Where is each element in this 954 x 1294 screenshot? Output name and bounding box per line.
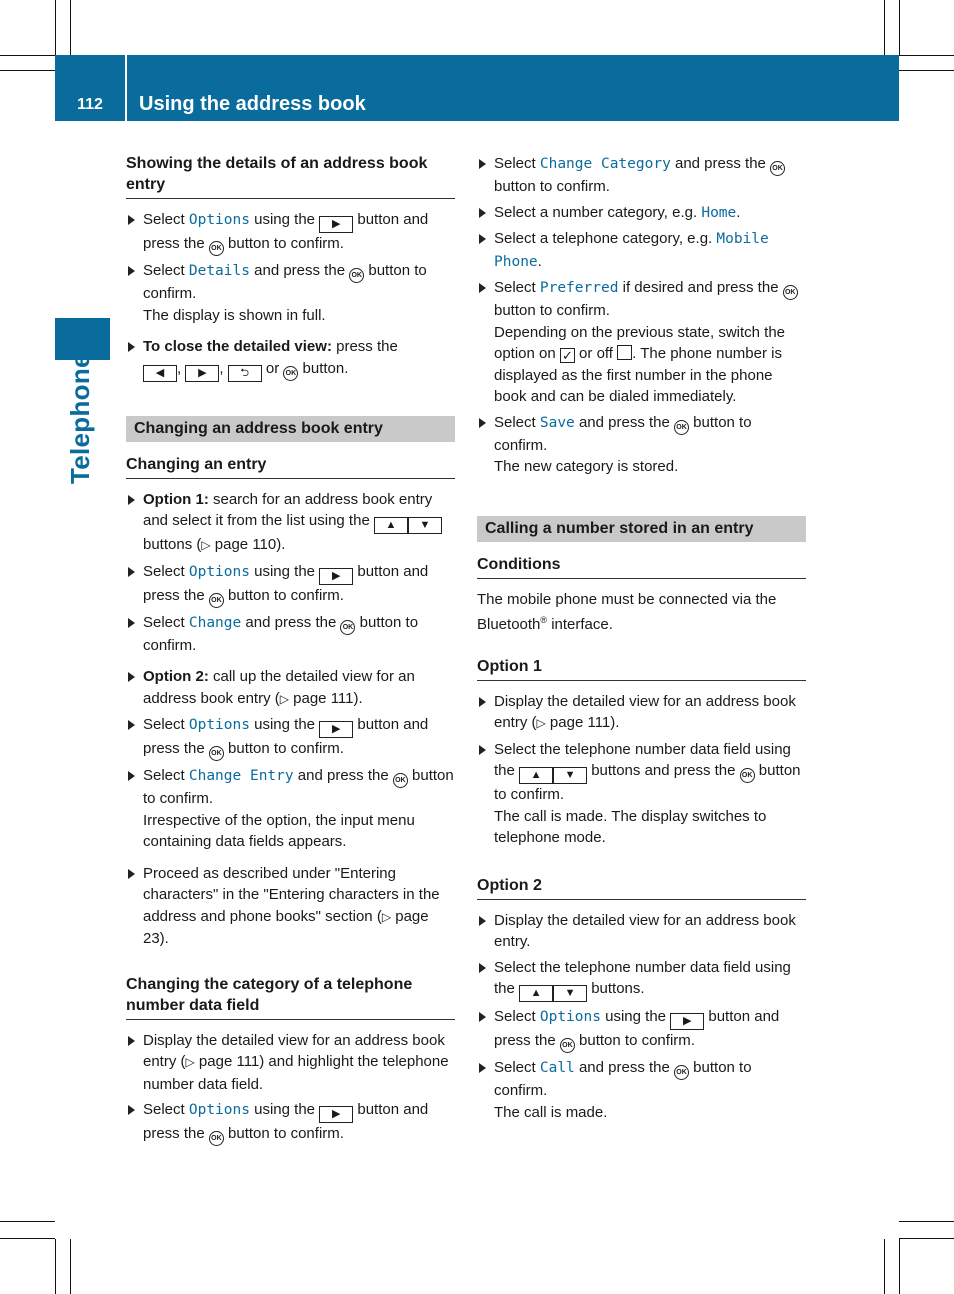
list-item: Display the detailed view for an address book entry. (477, 910, 806, 953)
list-item: To close the detailed view: press the ◀ , ▶ , ⮌ or OK button. (126, 336, 455, 382)
list-item: Select Options using the ▶ button and press the OK button to confirm. (477, 1006, 806, 1053)
side-tab-label: Telephone (65, 353, 95, 484)
ok-button-icon: OK (740, 768, 755, 783)
step-list (126, 1030, 455, 1147)
list-item: Select Options using the ▶ button and press the OK button to confirm. (126, 561, 455, 608)
list-item: Select a telephone category, e.g. Mobile Phone. (477, 228, 806, 273)
right-column (477, 153, 806, 1127)
crop-mark (70, 1239, 71, 1294)
ok-button-icon: OK (349, 268, 364, 283)
step-list (126, 666, 455, 853)
step-list (126, 336, 455, 382)
list-item: Select Options using the ▶ button and press the OK button to confirm. (126, 714, 455, 761)
crop-mark (0, 1221, 55, 1222)
crop-mark (55, 1239, 56, 1294)
ok-button-icon: OK (283, 366, 298, 381)
checkbox-empty-icon (617, 345, 632, 360)
crop-mark (899, 70, 954, 71)
crop-mark (899, 1238, 954, 1239)
section-heading: Showing the details of an address book entry (126, 153, 455, 199)
right-arrow-key-icon: ▶ (319, 568, 353, 585)
page-number: 112 (77, 96, 103, 113)
list-item: Select Change Category and press the OK button to confirm. (477, 153, 806, 198)
ok-button-icon: OK (393, 773, 408, 788)
ok-button-icon: OK (209, 1131, 224, 1146)
right-arrow-key-icon: ▶ (185, 365, 219, 382)
section-heading: Changing the category of a telephone number data field (126, 974, 455, 1020)
section-band: Calling a number stored in an entry (477, 516, 806, 542)
page-title: Using the address book (139, 93, 366, 115)
back-key-icon: ⮌ (228, 365, 262, 382)
list-item: Option 2: call up the detailed view for an address book entry (▷ page 111). (126, 666, 455, 710)
list-item: Select Details and press the OK button to confirm. The display is shown in full. (126, 260, 455, 326)
crop-mark (899, 1221, 954, 1222)
page-header (55, 55, 899, 121)
list-item: Select the telephone number data field using the ▲ ▼ buttons and press the OK button to confirm. The call is made. The display switches to telephone mode. (477, 739, 806, 849)
list-item: Select Change and press the OK button to confirm. (126, 612, 455, 657)
section-band: Changing an address book entry (126, 416, 455, 442)
ok-button-icon: OK (340, 620, 355, 635)
page-ref-icon: ▷ (279, 691, 289, 706)
crop-mark (899, 0, 900, 55)
list-item: Proceed as described under "Entering characters" in the "Entering characters in the address and phone books" section (▷ page 23). (126, 863, 455, 950)
right-arrow-key-icon: ▶ (319, 1106, 353, 1123)
crop-mark (899, 55, 954, 56)
ok-button-icon: OK (674, 1065, 689, 1080)
ok-button-icon: OK (674, 420, 689, 435)
left-arrow-key-icon: ◀ (143, 365, 177, 382)
page-ref-icon: ▷ (185, 1055, 195, 1069)
list-item: Select the telephone number data field using the ▲ ▼ buttons. (477, 957, 806, 1003)
page-ref-icon: ▷ (536, 716, 546, 730)
section-heading: Option 1 (477, 656, 806, 681)
page-ref-icon: ▷ (201, 538, 211, 552)
conditions-text: The mobile phone must be connected via the Bluetooth® interface. (477, 590, 777, 633)
ok-button-icon: OK (209, 593, 224, 608)
list-item: Select a number category, e.g. Home. (477, 202, 806, 225)
ok-button-icon: OK (560, 1038, 575, 1053)
list-item: Select Change Entry and press the OK button to confirm. Irrespective of the option, the input menu containing data fields appears. (126, 765, 455, 853)
list-item: Option 1: search for an address book entry and select it from the list using the ▲ ▼ buttons (▷ page 110). (126, 489, 455, 557)
ok-button-icon: OK (770, 161, 785, 176)
page-ref-icon: ▷ (381, 909, 392, 924)
list-item: Display the detailed view for an address book entry (▷ page 111). (477, 691, 806, 735)
right-arrow-key-icon: ▶ (670, 1013, 704, 1030)
crop-mark (884, 0, 885, 55)
step-list (477, 153, 806, 478)
crop-mark (884, 1239, 885, 1294)
down-arrow-key-icon: ▼ (553, 985, 587, 1002)
section-heading: Changing an entry (126, 454, 455, 479)
list-item: Select Options using the ▶ button and press the OK button to confirm. (126, 209, 455, 256)
up-arrow-key-icon: ▲ (519, 985, 553, 1002)
step-list (126, 489, 455, 657)
crop-mark (0, 55, 55, 56)
up-arrow-key-icon: ▲ (519, 767, 553, 784)
ok-button-icon: OK (209, 746, 224, 761)
step-list (126, 209, 455, 326)
right-arrow-key-icon: ▶ (319, 216, 353, 233)
header-divider (125, 55, 127, 121)
crop-mark (0, 70, 55, 71)
list-item: Display the detailed view for an address book entry (▷ page 111) and highlight the telephone number data field. (126, 1030, 455, 1096)
list-item: Select Options using the ▶ button and press the OK button to confirm. (126, 1099, 455, 1146)
ok-button-icon: OK (209, 241, 224, 256)
down-arrow-key-icon: ▼ (408, 517, 442, 534)
checkbox-checked-icon: ✓ (560, 348, 575, 363)
list-item: Select Save and press the OK button to confirm. The new category is stored. (477, 412, 806, 478)
list-item: Select Preferred if desired and press the OK button to confirm. Depending on the previous state, switch the option on ✓ or off . The phone number is displayed as the first number in the phone book and can be dialed immediately. (477, 277, 806, 408)
crop-mark (55, 0, 56, 55)
down-arrow-key-icon: ▼ (553, 767, 587, 784)
up-arrow-key-icon: ▲ (374, 517, 408, 534)
right-arrow-key-icon: ▶ (319, 721, 353, 738)
list-item: Select Call and press the OK button to confirm. The call is made. (477, 1057, 806, 1123)
step-list (126, 863, 455, 950)
step-list (477, 910, 806, 1124)
crop-mark (899, 1239, 900, 1294)
ok-button-icon: OK (783, 285, 798, 300)
section-heading: Option 2 (477, 875, 806, 900)
step-list (477, 691, 806, 849)
left-column (126, 153, 455, 1150)
section-heading: Conditions (477, 554, 806, 579)
crop-mark (0, 1238, 55, 1239)
